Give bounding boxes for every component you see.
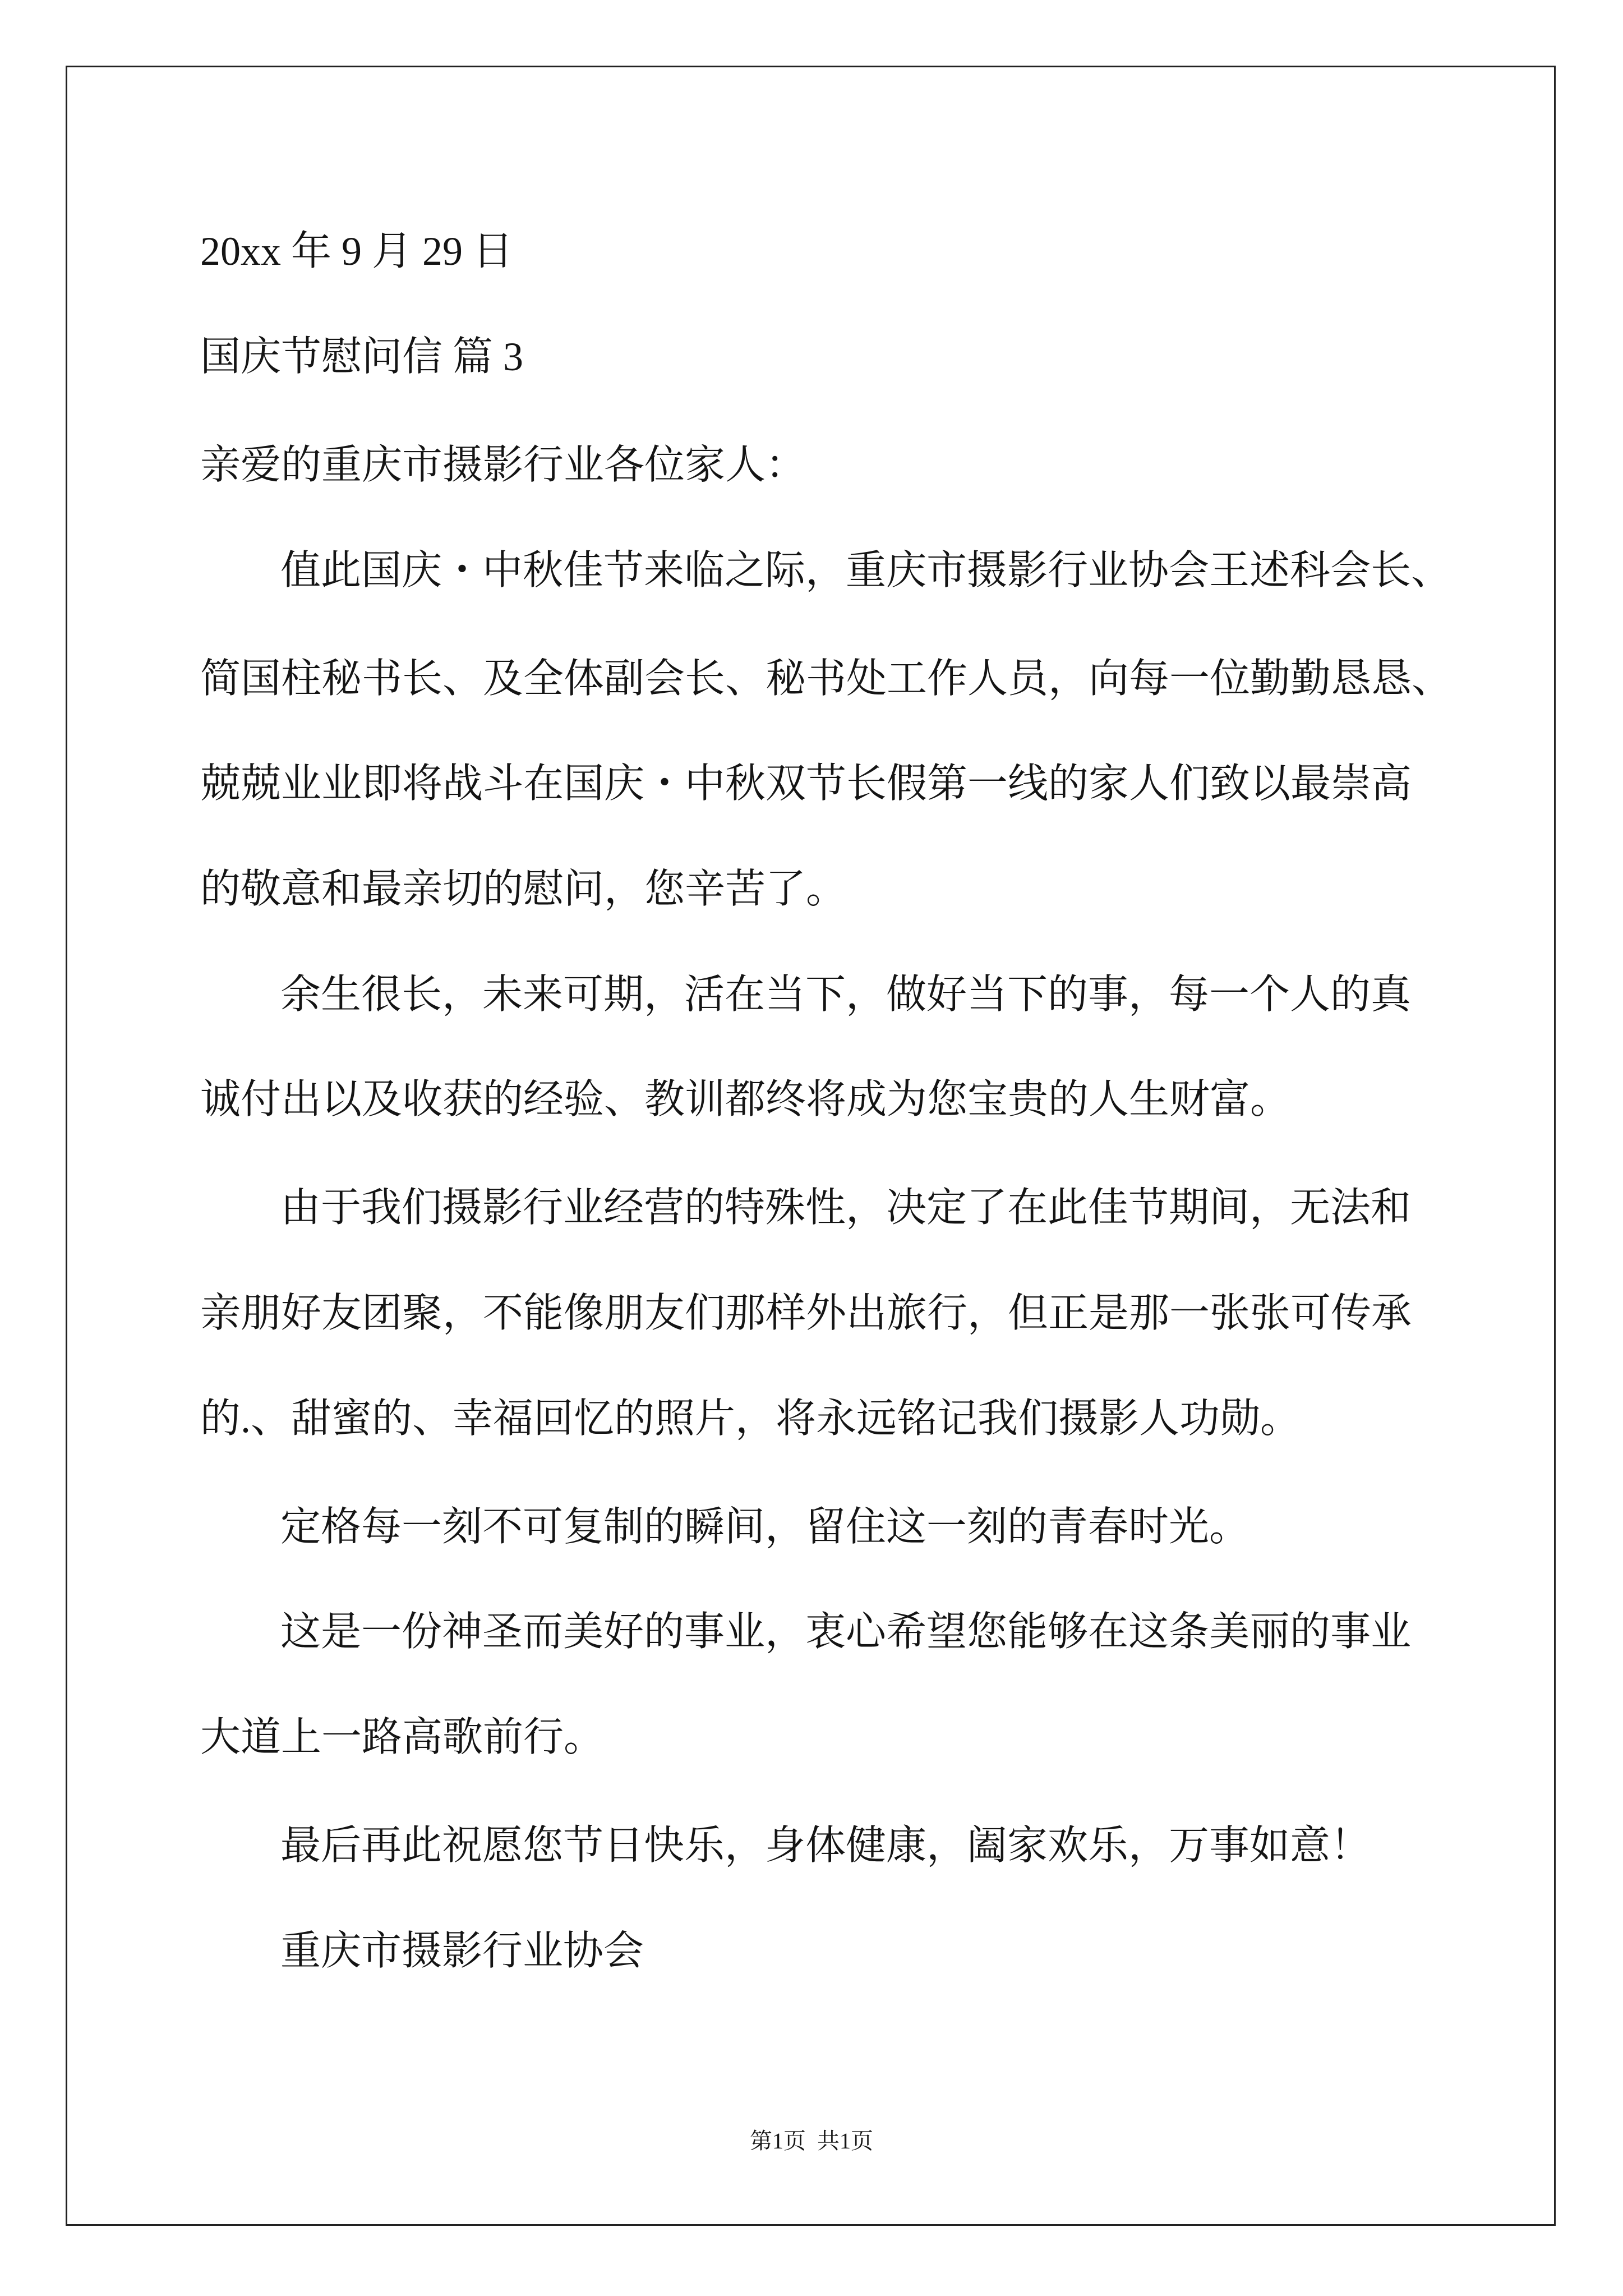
paragraph-line: 值此国庆・中秋佳节来临之际，重庆市摄影行业协会王述科会长、 (280, 548, 1452, 593)
salutation: 亲爱的重庆市摄影行业各位家人： (200, 443, 806, 487)
paragraph-line: 亲朋好友团聚，不能像朋友们那样外出旅行，但正是那一张张可传承 (200, 1291, 1412, 1336)
page-number-footer: 第1页 共1页 (750, 2128, 873, 2154)
paragraph-line: 的.、甜蜜的、幸福回忆的照片，将永远铭记我们摄影人功勋。 (200, 1396, 1301, 1441)
paragraph-line: 兢兢业业即将战斗在国庆・中秋双节长假第一线的家人们致以最崇高 (200, 761, 1412, 806)
letter-title: 国庆节慰问信 篇 3 (200, 334, 524, 379)
paragraph-line: 定格每一刻不可复制的瞬间，留住这一刻的青春时光。 (280, 1504, 1250, 1549)
paragraph-line: 的敬意和最亲切的慰问，您辛苦了。 (200, 867, 847, 912)
page-border (66, 66, 1556, 2226)
paragraph-line: 简国柱秘书长、及全体副会长、秘书处工作人员，向每一位勤勤恳恳、 (200, 656, 1453, 701)
paragraph-line: 诚付出以及收获的经验、教训都终将成为您宝贵的人生财富。 (200, 1077, 1291, 1122)
paragraph-line: 余生很长，未来可期，活在当下，做好当下的事，每一个人的真 (280, 972, 1412, 1017)
paragraph-line: 这是一份神圣而美好的事业，衷心希望您能够在这条美丽的事业 (280, 1609, 1412, 1654)
paragraph-line: 大道上一路高歌前行。 (200, 1715, 605, 1760)
paragraph-line: 最后再此祝愿您节日快乐，身体健康，阖家欢乐，万事如意！ (280, 1823, 1371, 1868)
date-line: 20xx 年 9 月 29 日 (200, 229, 514, 274)
paragraph-line: 由于我们摄影行业经营的特殊性，决定了在此佳节期间，无法和 (280, 1185, 1412, 1230)
signature: 重庆市摄影行业协会 (280, 1929, 644, 1973)
